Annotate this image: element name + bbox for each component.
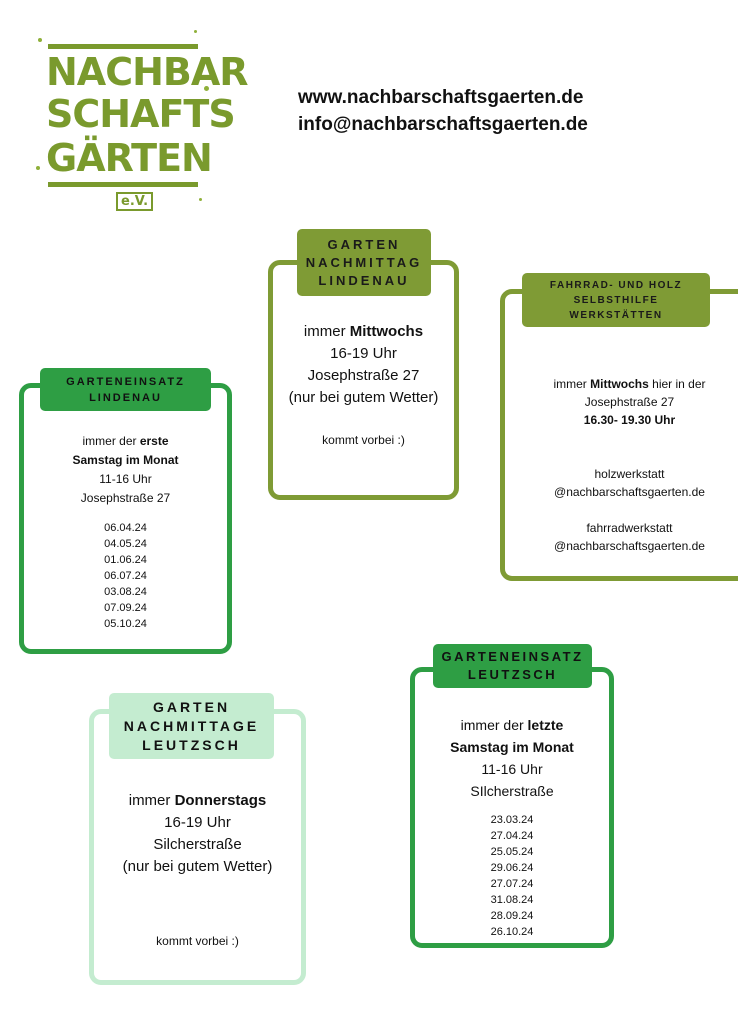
- date-item: 28.09.24: [490, 910, 534, 922]
- card-schedule: immer der erste: [82, 434, 169, 448]
- fahrradwerkstatt-email[interactable]: fahrradwerkstatt @nachbarschaftsgaerten.de: [554, 521, 705, 553]
- card-day: Samstag im Monat: [72, 453, 179, 467]
- logo-line-1: NACHBAR: [46, 50, 248, 94]
- card-time: 11-16 Uhr: [481, 761, 543, 777]
- weekday: Mittwochs: [349, 323, 424, 340]
- date-item: 27.07.24: [490, 878, 534, 890]
- card-invite: kommt vorbei :): [322, 433, 405, 447]
- card-address: Josephstraße 27: [584, 395, 675, 409]
- email-link[interactable]: info@nachbarschaftsgaerten.de: [298, 114, 588, 135]
- date-item: 01.06.24: [104, 554, 147, 566]
- card-time: 11-16 Uhr: [99, 472, 152, 486]
- date-item: 04.05.24: [104, 538, 147, 550]
- date-list: [415, 812, 609, 940]
- weekday: Donnerstags: [174, 792, 267, 809]
- date-list: [24, 520, 227, 632]
- tag-werkstaetten: FAHRRAD- UND HOLZ SELBSTHILFE WERKSTÄTTEN: [522, 273, 710, 327]
- date-item: 05.10.24: [104, 618, 147, 630]
- date-item: 06.04.24: [104, 522, 147, 534]
- date-item: 06.07.24: [104, 570, 147, 582]
- tag-garten-nachmittag-lindenau: GARTEN NACHMITTAG LINDENAU: [297, 229, 431, 296]
- tag-garteneinsatz-lindenau: GARTENEINSATZ LINDENAU: [40, 368, 211, 411]
- logo-suffix: e.V.: [116, 192, 153, 211]
- website-link[interactable]: www.nachbarschaftsgaerten.de: [298, 87, 584, 108]
- logo-line-3: GÄRTEN: [46, 136, 212, 180]
- organization-logo: [34, 16, 248, 211]
- card-address: Silcherstraße: [153, 836, 242, 853]
- card-time: 16-19 Uhr: [330, 345, 397, 362]
- date-item: 31.08.24: [490, 894, 534, 906]
- date-item: 29.06.24: [490, 862, 534, 874]
- date-item: 07.09.24: [104, 602, 147, 614]
- contact-block: [298, 84, 588, 138]
- card-address: SIlcherstraße: [470, 783, 554, 799]
- tag-garteneinsatz-leutzsch: GARTENEINSATZ LEUTZSCH: [433, 644, 592, 688]
- card-werkstaetten: [500, 289, 738, 581]
- date-item: 25.05.24: [490, 846, 534, 858]
- ordinal: erste: [139, 434, 169, 448]
- weekday: Mittwochs: [590, 377, 649, 391]
- card-schedule: immer Mittwochs: [303, 323, 424, 340]
- card-invite: kommt vorbei :): [156, 934, 239, 948]
- card-note: (nur bei gutem Wetter): [122, 858, 273, 875]
- card-garten-nachmittag-lindenau: [268, 260, 459, 500]
- holzwerkstatt-email[interactable]: holzwerkstatt @nachbarschaftsgaerten.de: [554, 467, 705, 499]
- date-item: 26.10.24: [490, 926, 534, 938]
- ordinal: letzte: [527, 717, 564, 733]
- card-day: Samstag im Monat: [450, 739, 574, 755]
- card-note: (nur bei gutem Wetter): [288, 389, 439, 406]
- card-schedule: immer Mittwochs hier in der: [553, 377, 706, 391]
- card-garteneinsatz-leutzsch: [410, 667, 614, 948]
- card-time: 16.30- 19.30 Uhr: [583, 413, 676, 427]
- card-garteneinsatz-lindenau: [19, 383, 232, 654]
- card-time: 16-19 Uhr: [164, 814, 231, 831]
- date-item: 03.08.24: [104, 586, 147, 598]
- card-schedule: immer Donnerstags: [128, 792, 267, 809]
- date-item: 23.03.24: [490, 814, 534, 826]
- card-address: Josephstraße 27: [307, 367, 420, 384]
- logo-line-2: SCHAFTS: [46, 92, 235, 136]
- card-address: Josephstraße 27: [80, 491, 171, 505]
- tag-garten-nachmittage-leutzsch: GARTEN NACHMITTAGE LEUTZSCH: [109, 693, 274, 759]
- date-item: 27.04.24: [490, 830, 534, 842]
- card-schedule: immer der letzte: [460, 717, 564, 733]
